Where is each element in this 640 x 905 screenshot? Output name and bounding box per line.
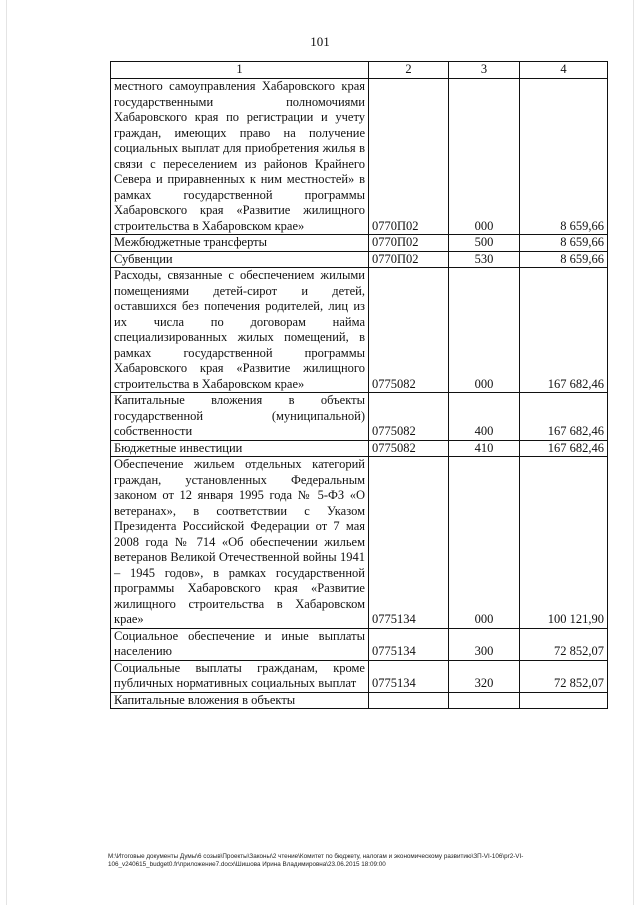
scan-edge-right	[633, 0, 634, 905]
row-target-code: 0775082	[369, 440, 449, 457]
table-row	[111, 79, 608, 235]
scan-edge-left	[6, 0, 7, 905]
row-amount: 8 659,66	[520, 79, 608, 235]
table-row	[111, 268, 608, 393]
row-description: Социальное обеспечение и иные выплаты населению	[111, 628, 369, 660]
row-expense-type: 000	[449, 457, 520, 629]
table-row	[111, 251, 608, 268]
row-amount: 100 121,90	[520, 457, 608, 629]
row-amount: 72 852,07	[520, 660, 608, 692]
row-description: Расходы, связанные с обеспечением жилыми помещениями детей-сирот и детей, оставшихся без попечения родителей, лиц из их числа по договорам найма специализированных жилых помещений, в рамках государственной программы Хабаровского края «Развитие жилищного строительства в Хабаровском крае»	[111, 268, 369, 393]
row-target-code	[369, 692, 449, 709]
row-description: Обеспечение жильем отдельных категорий граждан, установленных Федеральным законом от 12 января 1995 года № 5-ФЗ «О ветеранах», в соответствии с Указом Президента Российской Федерации от 7 мая 2008 года № 714 «Об обеспечении жильем ветеранов Великой Отечественной войны 1941 – 1945 годов», в рамках государственной программы Хабаровского края «Развитие жилищного строительства в Хабаровском крае»	[111, 457, 369, 629]
header-col-2: 2	[369, 62, 449, 79]
row-description: Бюджетные инвестиции	[111, 440, 369, 457]
row-expense-type: 000	[449, 268, 520, 393]
row-amount: 167 682,46	[520, 440, 608, 457]
row-expense-type: 500	[449, 235, 520, 252]
page-number: 101	[310, 34, 330, 49]
row-amount	[520, 692, 608, 709]
row-expense-type	[449, 692, 520, 709]
table-row	[111, 235, 608, 252]
row-target-code: 0775082	[369, 393, 449, 441]
row-expense-type: 000	[449, 79, 520, 235]
header-col-3: 3	[449, 62, 520, 79]
row-amount: 8 659,66	[520, 251, 608, 268]
document-path-footer: M:\Итоговые документы Думы\6 созыв\Проекты\Законы\2 чтение\Комитет по бюджету, налогам и экономическому развитию\ЗП-VI-106\pr2-VI-106_v240615_budget0.fr\приложение7.docx\Шишова Ирина Владимировна\23.06.2015 18:09:00	[108, 853, 524, 868]
row-description: местного самоуправления Хабаровского края государственными полномочиями Хабаровского края по регистрации и учету граждан, имеющих право на получение социальных выплат для приобретения жилья в связи с переселением из районов Крайнего Севера и приравненных к ним местностей» в рамках государственной программы Хабаровского края «Развитие жилищного строительства в Хабаровском крае»	[111, 79, 369, 235]
row-expense-type: 320	[449, 660, 520, 692]
row-target-code: 0775134	[369, 457, 449, 629]
row-target-code: 0775134	[369, 660, 449, 692]
row-amount: 72 852,07	[520, 628, 608, 660]
table-header-row	[111, 62, 608, 79]
row-target-code: 0770П02	[369, 251, 449, 268]
table-row	[111, 393, 608, 441]
row-expense-type: 400	[449, 393, 520, 441]
row-amount: 8 659,66	[520, 235, 608, 252]
row-target-code: 0775082	[369, 268, 449, 393]
row-description: Межбюджетные трансферты	[111, 235, 369, 252]
table-row	[111, 457, 608, 629]
header-col-1: 1	[111, 62, 369, 79]
row-description: Субвенции	[111, 251, 369, 268]
budget-table	[110, 61, 608, 709]
row-amount: 167 682,46	[520, 268, 608, 393]
row-target-code: 0775134	[369, 628, 449, 660]
row-expense-type: 530	[449, 251, 520, 268]
row-description: Капитальные вложения в объекты	[111, 692, 369, 709]
row-amount: 167 682,46	[520, 393, 608, 441]
header-col-4: 4	[520, 62, 608, 79]
row-description: Социальные выплаты гражданам, кроме публичных нормативных социальных выплат	[111, 660, 369, 692]
row-description: Капитальные вложения в объекты государственной (муниципальной) собственности	[111, 393, 369, 441]
table-row	[111, 660, 608, 692]
table-row	[111, 692, 608, 709]
table-row	[111, 440, 608, 457]
row-target-code: 0770П02	[369, 235, 449, 252]
table-row	[111, 628, 608, 660]
row-expense-type: 410	[449, 440, 520, 457]
row-expense-type: 300	[449, 628, 520, 660]
row-target-code: 0770П02	[369, 79, 449, 235]
